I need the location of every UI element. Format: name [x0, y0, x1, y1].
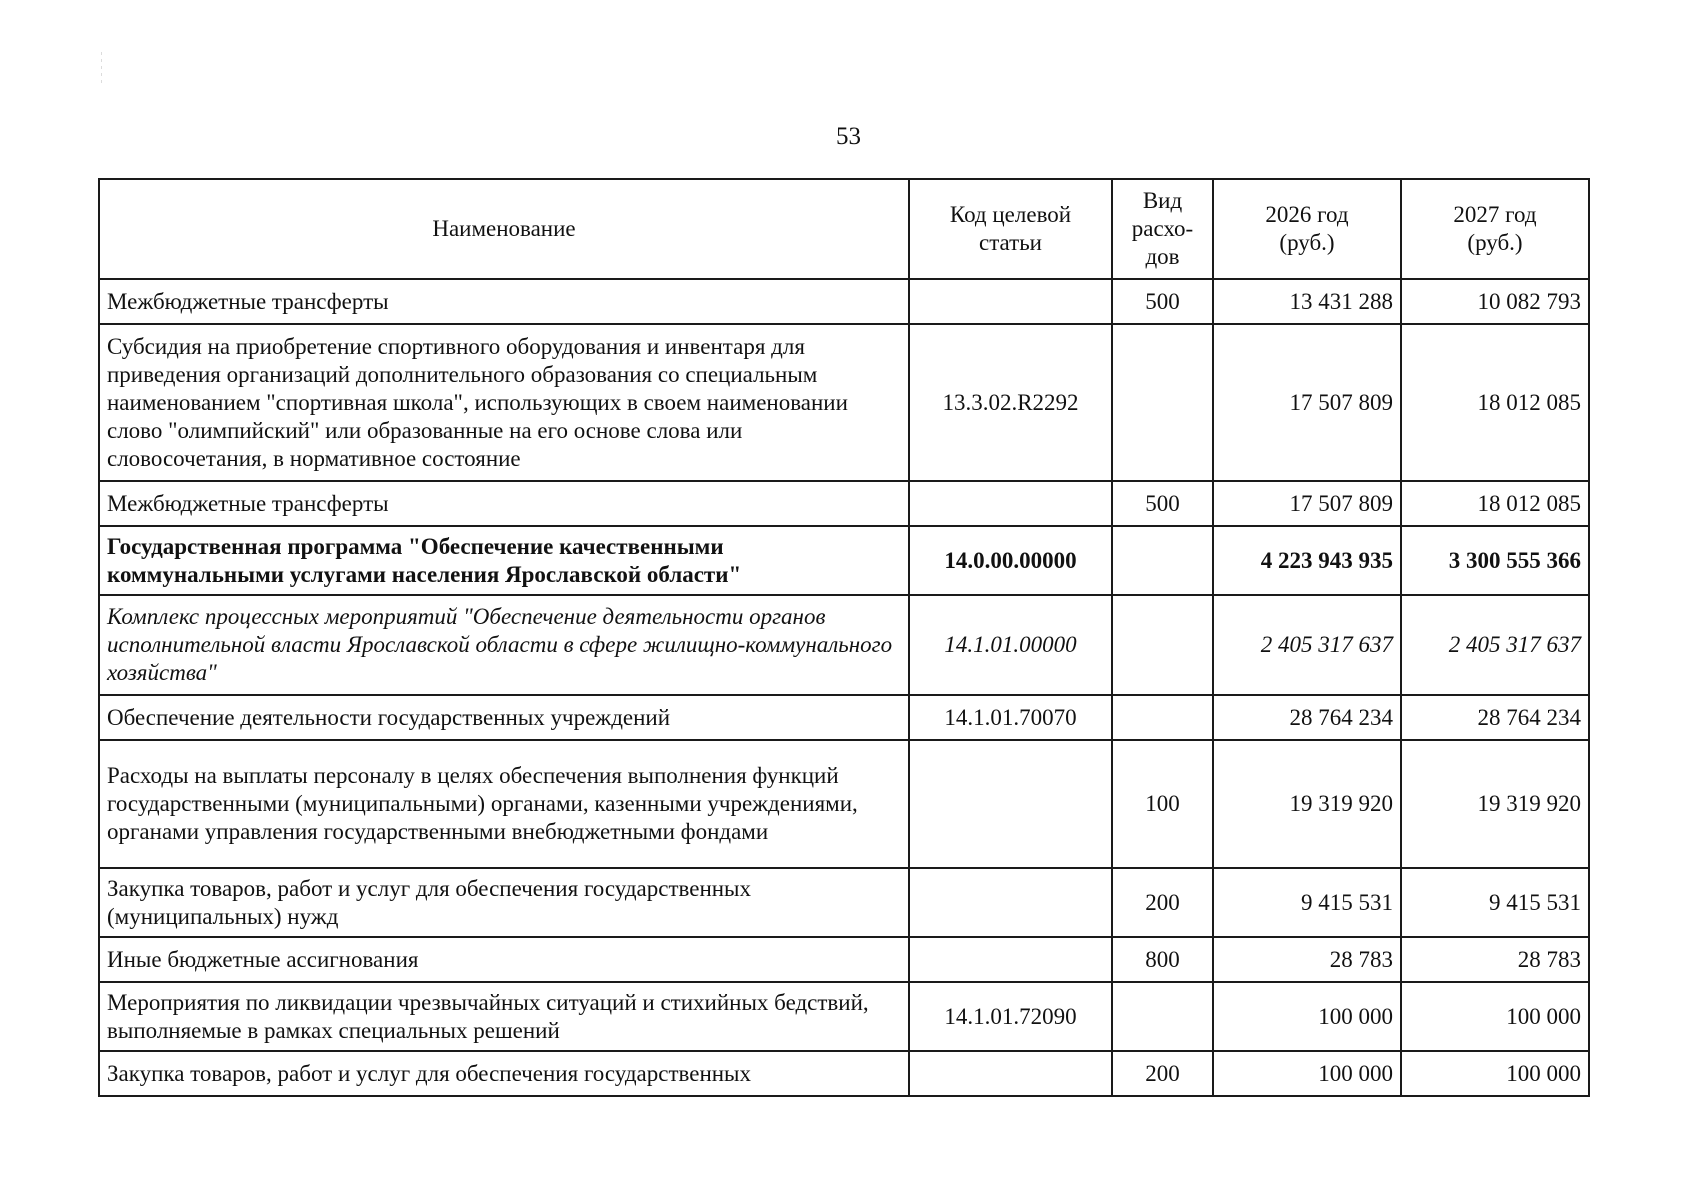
row-year-2027: 18 012 085 — [1401, 324, 1589, 481]
row-code: 14.1.01.00000 — [909, 595, 1112, 695]
row-code — [909, 481, 1112, 526]
row-year-2026: 9 415 531 — [1213, 868, 1401, 937]
budget-table — [98, 178, 1590, 1097]
row-year-2026: 28 764 234 — [1213, 695, 1401, 740]
row-year-2026: 17 507 809 — [1213, 324, 1401, 481]
row-name: Комплекс процессных мероприятий "Обеспечение деятельности органов исполнительной власти Ярославской области в сфере жилищно-коммунального хозяйства" — [99, 595, 909, 695]
row-name: Расходы на выплаты персоналу в целях обеспечения выполнения функций государственными (муниципальными) органами, казенными учреждениями, органами управления государственными внебюджетными фондами — [99, 740, 909, 868]
table-row — [99, 740, 1589, 868]
row-name: Межбюджетные трансферты — [99, 481, 909, 526]
header-kind: Вид расхо-дов — [1112, 179, 1213, 279]
page-number: 53 — [836, 123, 861, 150]
row-year-2026: 100 000 — [1213, 1051, 1401, 1096]
table-row-program — [99, 526, 1589, 595]
row-name: Закупка товаров, работ и услуг для обеспечения государственных (муниципальных) нужд — [99, 868, 909, 937]
row-name: Иные бюджетные ассигнования — [99, 937, 909, 982]
table-row-complex — [99, 595, 1589, 695]
table-row — [99, 937, 1589, 982]
row-year-2027: 2 405 317 637 — [1401, 595, 1589, 695]
row-code: 14.1.01.72090 — [909, 982, 1112, 1051]
header-code: Код целевой статьи — [909, 179, 1112, 279]
row-code — [909, 740, 1112, 868]
row-name: Мероприятия по ликвидации чрезвычайных ситуаций и стихийных бедствий, выполняемые в рамках специальных решений — [99, 982, 909, 1051]
row-kind — [1112, 695, 1213, 740]
table-row — [99, 695, 1589, 740]
row-code: 14.1.01.70070 — [909, 695, 1112, 740]
row-kind — [1112, 526, 1213, 595]
table-row — [99, 868, 1589, 937]
row-name: Межбюджетные трансферты — [99, 279, 909, 324]
row-kind: 800 — [1112, 937, 1213, 982]
row-name: Обеспечение деятельности государственных учреждений — [99, 695, 909, 740]
row-kind — [1112, 324, 1213, 481]
row-year-2026: 19 319 920 — [1213, 740, 1401, 868]
table-row — [99, 279, 1589, 324]
header-name: Наименование — [99, 179, 909, 279]
row-year-2026: 4 223 943 935 — [1213, 526, 1401, 595]
table-row — [99, 982, 1589, 1051]
row-name: Закупка товаров, работ и услуг для обеспечения государственных — [99, 1051, 909, 1096]
row-year-2027: 28 764 234 — [1401, 695, 1589, 740]
row-code: 13.3.02.R2292 — [909, 324, 1112, 481]
row-kind: 200 — [1112, 868, 1213, 937]
row-year-2026: 100 000 — [1213, 982, 1401, 1051]
row-kind: 500 — [1112, 279, 1213, 324]
scan-artifact — [101, 52, 102, 86]
row-year-2027: 9 415 531 — [1401, 868, 1589, 937]
row-kind: 500 — [1112, 481, 1213, 526]
row-year-2026: 13 431 288 — [1213, 279, 1401, 324]
header-year-2026: 2026 год (руб.) — [1213, 179, 1401, 279]
row-year-2027: 18 012 085 — [1401, 481, 1589, 526]
table-header-row — [99, 179, 1589, 279]
row-kind: 100 — [1112, 740, 1213, 868]
row-name: Субсидия на приобретение спортивного оборудования и инвентаря для приведения организаций дополнительного образования со специальным наименованием "спортивная школа", использующих в своем наименовании слово "олимпийский" или образованные на его основе слова или словосочетания, в нормативное состояние — [99, 324, 909, 481]
table-row — [99, 1051, 1589, 1096]
row-kind — [1112, 595, 1213, 695]
row-year-2027: 10 082 793 — [1401, 279, 1589, 324]
row-code — [909, 1051, 1112, 1096]
row-name: Государственная программа "Обеспечение качественными коммунальными услугами населения Ярославской области" — [99, 526, 909, 595]
row-year-2027: 3 300 555 366 — [1401, 526, 1589, 595]
row-year-2026: 2 405 317 637 — [1213, 595, 1401, 695]
row-code — [909, 937, 1112, 982]
row-kind: 200 — [1112, 1051, 1213, 1096]
table-row — [99, 324, 1589, 481]
row-year-2027: 28 783 — [1401, 937, 1589, 982]
row-kind — [1112, 982, 1213, 1051]
row-code — [909, 868, 1112, 937]
row-year-2027: 19 319 920 — [1401, 740, 1589, 868]
table-row — [99, 481, 1589, 526]
row-year-2026: 17 507 809 — [1213, 481, 1401, 526]
header-year-2027: 2027 год (руб.) — [1401, 179, 1589, 279]
row-code: 14.0.00.00000 — [909, 526, 1112, 595]
row-year-2026: 28 783 — [1213, 937, 1401, 982]
row-year-2027: 100 000 — [1401, 982, 1589, 1051]
row-code — [909, 279, 1112, 324]
row-year-2027: 100 000 — [1401, 1051, 1589, 1096]
